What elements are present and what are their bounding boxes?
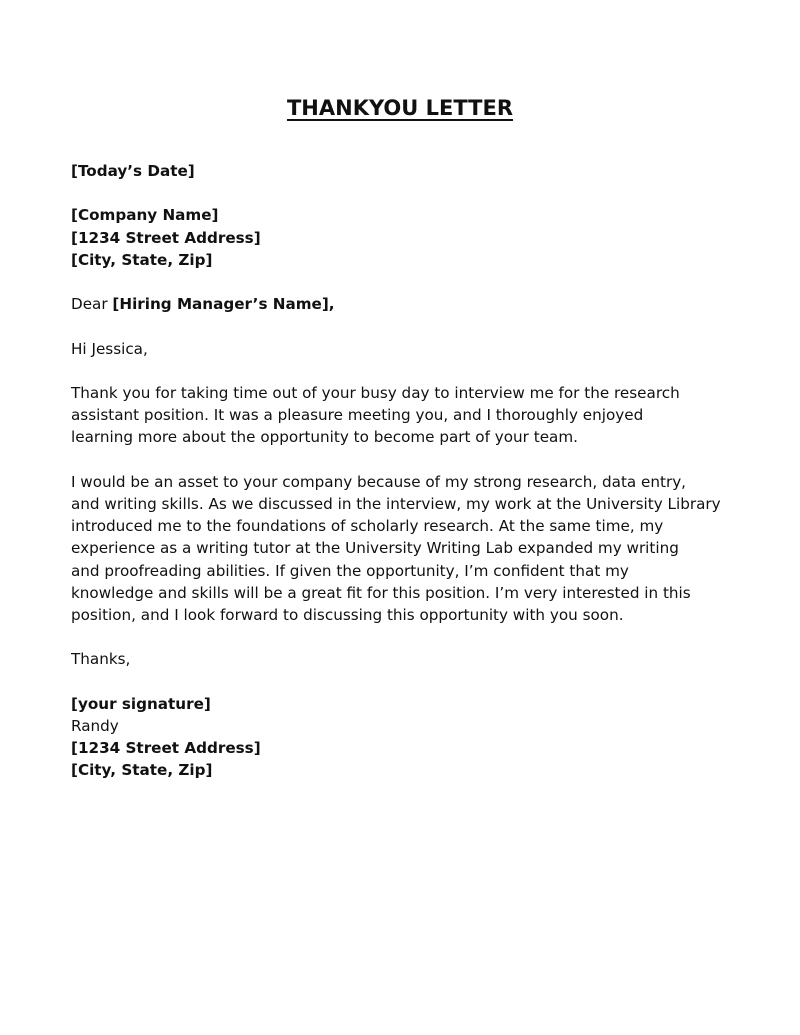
salutation-prefix: Dear <box>71 295 113 314</box>
sender-name: Randy <box>71 716 119 735</box>
recipient-address <box>71 204 731 271</box>
paragraph-2-line: introduced me to the foundations of scholarly research. At the same time, my <box>71 517 664 536</box>
greeting <box>71 338 731 360</box>
recipient-company: [Company Name] <box>71 206 219 225</box>
sender-city: [City, State, Zip] <box>71 761 213 780</box>
paragraph-2 <box>71 471 731 626</box>
paragraph-2-line: position, and I look forward to discussing this opportunity with you soon. <box>71 605 624 624</box>
paragraph-1-line: learning more about the opportunity to become part of your team. <box>71 428 578 447</box>
paragraph-1 <box>71 382 731 449</box>
paragraph-1-line: assistant position. It was a pleasure meeting you, and I thoroughly enjoyed <box>71 406 644 425</box>
closing-text: Thanks, <box>71 650 131 669</box>
paragraph-1-line: Thank you for taking time out of your busy day to interview me for the research <box>71 383 680 402</box>
letter-body <box>71 160 731 804</box>
paragraph-2-line: I would be an asset to your company because of my strong research, data entry, <box>71 472 687 491</box>
greeting-text: Hi Jessica, <box>71 339 148 358</box>
recipient-city: [City, State, Zip] <box>71 250 213 269</box>
paragraph-2-line: and proofreading abilities. If given the opportunity, I’m confident that my <box>71 561 629 580</box>
salutation-line <box>71 293 731 315</box>
date-block <box>71 160 731 182</box>
page-title: THANKYOU LETTER <box>286 96 514 120</box>
sender-block <box>71 693 731 782</box>
sender-street: [1234 Street Address] <box>71 739 261 758</box>
salutation-name: [Hiring Manager’s Name], <box>112 295 335 314</box>
closing <box>71 648 731 670</box>
salutation <box>71 293 731 315</box>
signature-placeholder: [your signature] <box>71 694 211 713</box>
recipient-street: [1234 Street Address] <box>71 228 261 247</box>
paragraph-2-line: and writing skills. As we discussed in the interview, my work at the University Library <box>71 494 721 513</box>
paragraph-2-line: experience as a writing tutor at the University Writing Lab expanded my writing <box>71 539 679 558</box>
date-placeholder: [Today’s Date] <box>71 162 195 180</box>
paragraph-2-line: knowledge and skills will be a great fit for this position. I’m very interested in this <box>71 583 691 602</box>
